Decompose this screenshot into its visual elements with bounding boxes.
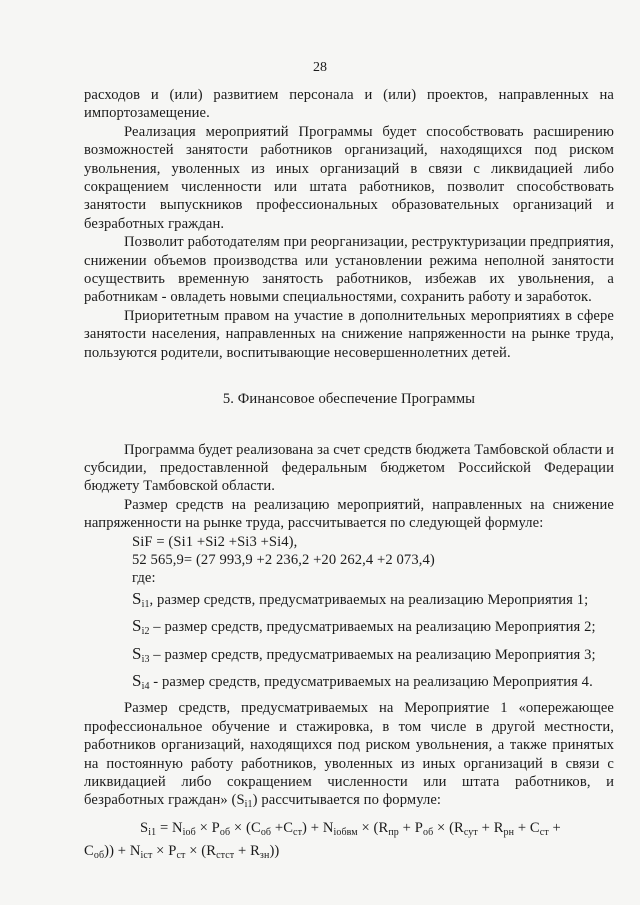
formula-definition: SiF = (Si1 +Si2 +Si3 +Si4), (132, 533, 298, 550)
formula-values: 52 565,9= (27 993,9 +2 236,2 +20 262,4 +2 073,4) (132, 551, 435, 568)
measure1-formula-line1: $S_{i1} = N_{iоб} \times P_{об} \times (C_{об} +C_{ст}) + N_{iобвм} \times (R_{пр} + P_{об} \times (R_{сут} + R_{рн} + C_{ст}$ + (140, 819, 561, 838)
definition-item: $S_{i3}$ – размер средств, предусматриваемых на реализацию Мероприятия 3; (132, 643, 596, 665)
formula-definitions (84, 590, 614, 697)
paragraph-employer-benefits: Позволит работодателям при реорганизации, реструктуризации предприятия, снижении объемов производства или установлении режима неполной занятости осуществить временную занятость работников, избежав их увольнения, а работникам - овладеть новыми специальностями, сохранить работу и заработок. (84, 234, 614, 306)
paragraph-funding-source: Программа будет реализована за счет средств бюджета Тамбовской области и субсидии, предоставленной федеральным бюджетом Российской Федерации бюджету Тамбовской области. (84, 441, 614, 495)
paragraph-continuation: расходов и (или) развитием персонала и (или) проектов, направленных на импортозамещение. (84, 87, 614, 122)
definition-item: $S_{i4}$ - размер средств, предусматриваемых на реализацию Мероприятия 4. (132, 670, 593, 692)
measure1-formula-line2: $C_{об})) + N_{iст} \times P_{ст} \times (R_{стст} + R_{зн})$) (84, 843, 280, 862)
paragraph-program-effects: Реализация мероприятий Программы будет способствовать расширению возможностей занятости работников организаций, находящихся под риском увольнения, уволенных из иных организаций в связи с ликвидацией либо сокращением численности или штата работников, позволит способствовать занятости выпускников профессиональных образовательных организаций и безработных граждан. (84, 123, 614, 232)
page-number: 28 (313, 60, 327, 75)
paragraph-formula-intro: Размер средств на реализацию мероприятий, направленных на снижение напряженности на рынке труда, рассчитывается по следующей формуле: (84, 496, 614, 532)
formula-where: где: (132, 570, 156, 587)
definition-item: $S_{i2}$ – размер средств, предусматриваемых на реализацию Мероприятия 2; (132, 616, 596, 638)
section-heading: 5. Финансовое обеспечение Программы (222, 391, 476, 408)
total-formula (84, 533, 614, 588)
document-body (84, 86, 614, 866)
paragraph-measure1-formula-intro: Размер средств, предусматриваемых на Мероприятие 1 «опережающее профессиональное обучение и стажировка, в том числе в другой местности, работников организаций, находящихся под риском увольнения, а также принятых на постоянную работу работников, уволенных из иных организаций в связи с ликвидацией либо сокращением численности или штата работников, и безработных граждан» $(S_{i1})$ рассчитывается по формуле: (84, 700, 614, 811)
definition-item: $S_{i1}$, размер средств, предусматриваемых на реализацию Мероприятия 1; (132, 588, 589, 610)
paragraph-priority-right: Приоритетным правом на участие в дополнительных мероприятиях в сфере занятости населения, направленных на снижение напряженности на рынке труда, пользуются родители, воспитывающие несовершеннолетних детей. (84, 307, 614, 361)
